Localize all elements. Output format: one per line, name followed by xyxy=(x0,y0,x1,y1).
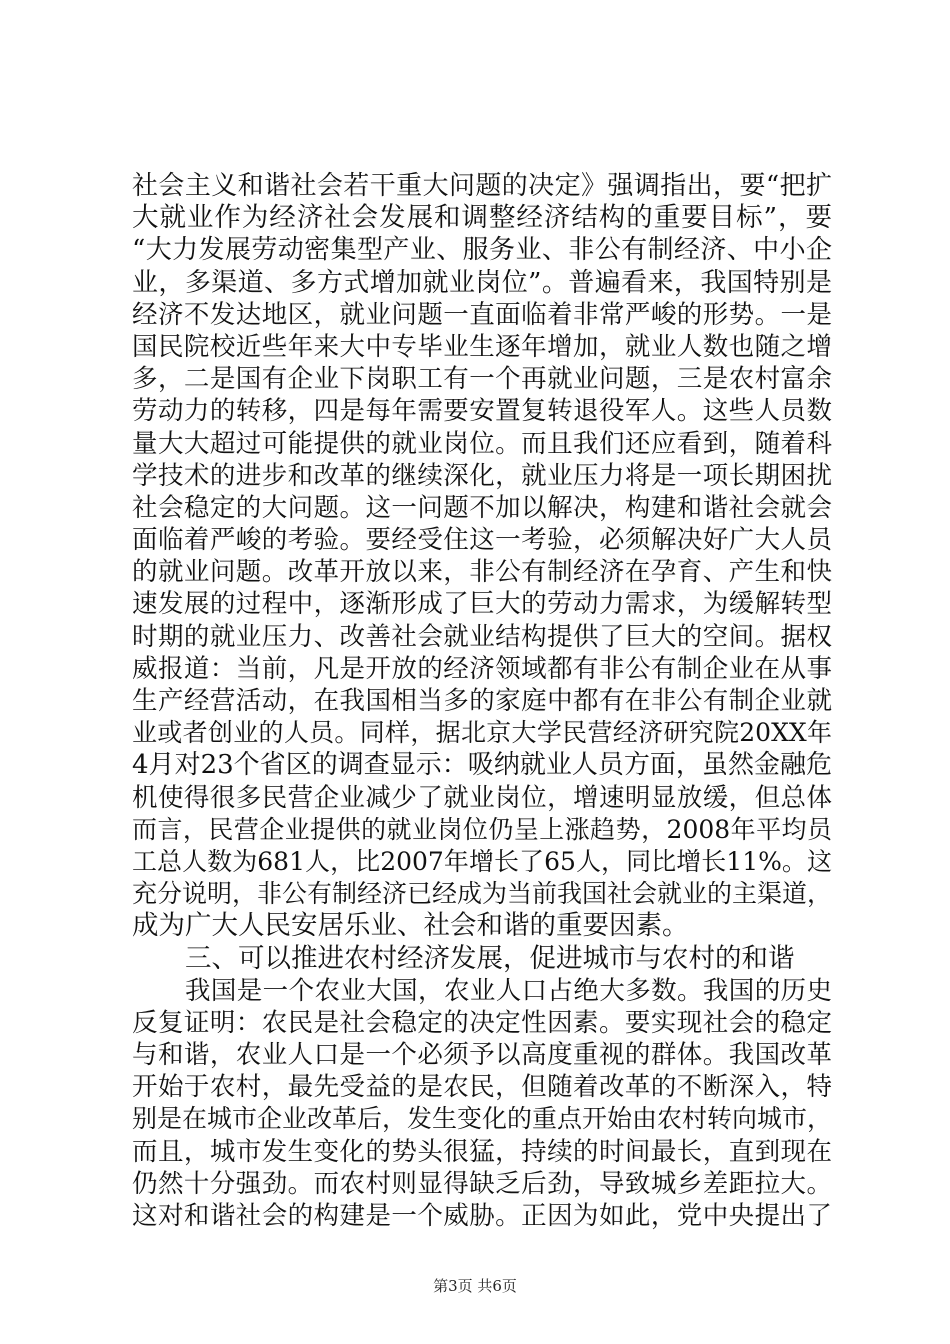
text-line: 这对和谐社会的构建是一个威胁。正因为如此，党中央提出了 xyxy=(132,1201,832,1231)
text-line: 量大大超过可能提供的就业岗位。而且我们还应看到，随着科 xyxy=(132,428,832,459)
text-line: 社会主义和谐社会若干重大问题的决定》强调指出，要“把扩 xyxy=(132,171,832,201)
text-line: 经济不发达地区，就业问题一直面临着非常严峻的形势。一是 xyxy=(132,299,832,330)
text-line: 反复证明：农民是社会稳定的决定性因素。要实现社会的稳定 xyxy=(132,1007,832,1038)
text-line: 大就业作为经济社会发展和调整经济结构的重要目标”，要 xyxy=(132,202,832,234)
text-line: 开始于农村，最先受益的是农民，但随着改革的不断深入，特 xyxy=(132,1072,832,1103)
text-line: 劳动力的转移，四是每年需要安置复转退役军人。这些人员数 xyxy=(132,396,832,427)
section-heading: 三、可以推进农村经济发展，促进城市与农村的和谐 xyxy=(185,942,795,974)
text-line: 我国是一个农业大国，农业人口占绝大多数。我国的历史 xyxy=(185,975,832,1006)
text-line: 学技术的进步和改革的继续深化，就业压力将是一项长期困扰 xyxy=(132,460,832,491)
text-line: 国民院校近些年来大中专毕业生逐年增加，就业人数也随之增 xyxy=(132,331,832,362)
text-line: 别是在城市企业改革后，发生变化的重点开始由农村转向城市， xyxy=(132,1104,833,1134)
text-line: 仍然十分强劲。而农村则显得缺乏后劲，导致城乡差距拉大。 xyxy=(132,1168,832,1199)
text-line: 业或者创业的人员。同样，据北京大学民营经济研究院20XX年 xyxy=(132,718,832,748)
page-footer xyxy=(0,1276,950,1296)
text-line: 的就业问题。改革开放以来，非公有制经济在孕育、产生和快 xyxy=(132,557,832,588)
paragraph-2 xyxy=(132,975,832,1233)
text-line: 多，二是国有企业下岗职工有一个再就业问题，三是农村富余 xyxy=(132,364,832,395)
text-line: 与和谐，农业人口是一个必须予以高度重视的群体。我国改革 xyxy=(132,1040,832,1071)
text-line: 成为广大人民安居乐业、社会和谐的重要因素。 xyxy=(132,910,689,942)
text-line: 充分说明，非公有制经济已经成为当前我国社会就业的主渠道， xyxy=(132,879,833,909)
text-line: 社会稳定的大问题。这一问题不加以解决，构建和谐社会就会 xyxy=(132,492,832,523)
text-line: 4月对23个省区的调查显示：吸纳就业人员方面，虽然金融危 xyxy=(132,750,832,781)
text-line: 面临着严峻的考验。要经受住这一考验，必须解决好广大人员 xyxy=(132,525,832,556)
text-line: 业，多渠道、多方式增加就业岗位”。普遍看来，我国特别是 xyxy=(132,267,832,298)
text-line: “大力发展劳动密集型产业、服务业、非公有制经济、中小企 xyxy=(132,235,832,266)
body-text xyxy=(132,170,832,1232)
text-line: 时期的就业压力、改善社会就业结构提供了巨大的空间。据权 xyxy=(132,621,832,652)
text-line: 而言，民营企业提供的就业岗位仍呈上涨趋势，2008年平均员 xyxy=(132,814,832,844)
text-line: 速发展的过程中，逐渐形成了巨大的劳动力需求，为缓解转型 xyxy=(132,589,832,620)
text-line: 威报道：当前，凡是开放的经济领域都有非公有制企业在从事 xyxy=(132,653,832,684)
text-line: 工总人数为681人，比2007年增长了65人，同比增长11%。这 xyxy=(132,846,832,876)
text-line: 生产经营活动，在我国相当多的家庭中都有在非公有制企业就 xyxy=(132,686,832,716)
page-number: 第3页 共6页 xyxy=(433,1277,517,1295)
text-line: 而且，城市发生变化的势头很猛，持续的时间最长，直到现在 xyxy=(132,1136,832,1167)
text-line: 机使得很多民营企业减少了就业岗位，增速明显放缓，但总体 xyxy=(132,782,832,813)
paragraph-1 xyxy=(132,170,832,943)
